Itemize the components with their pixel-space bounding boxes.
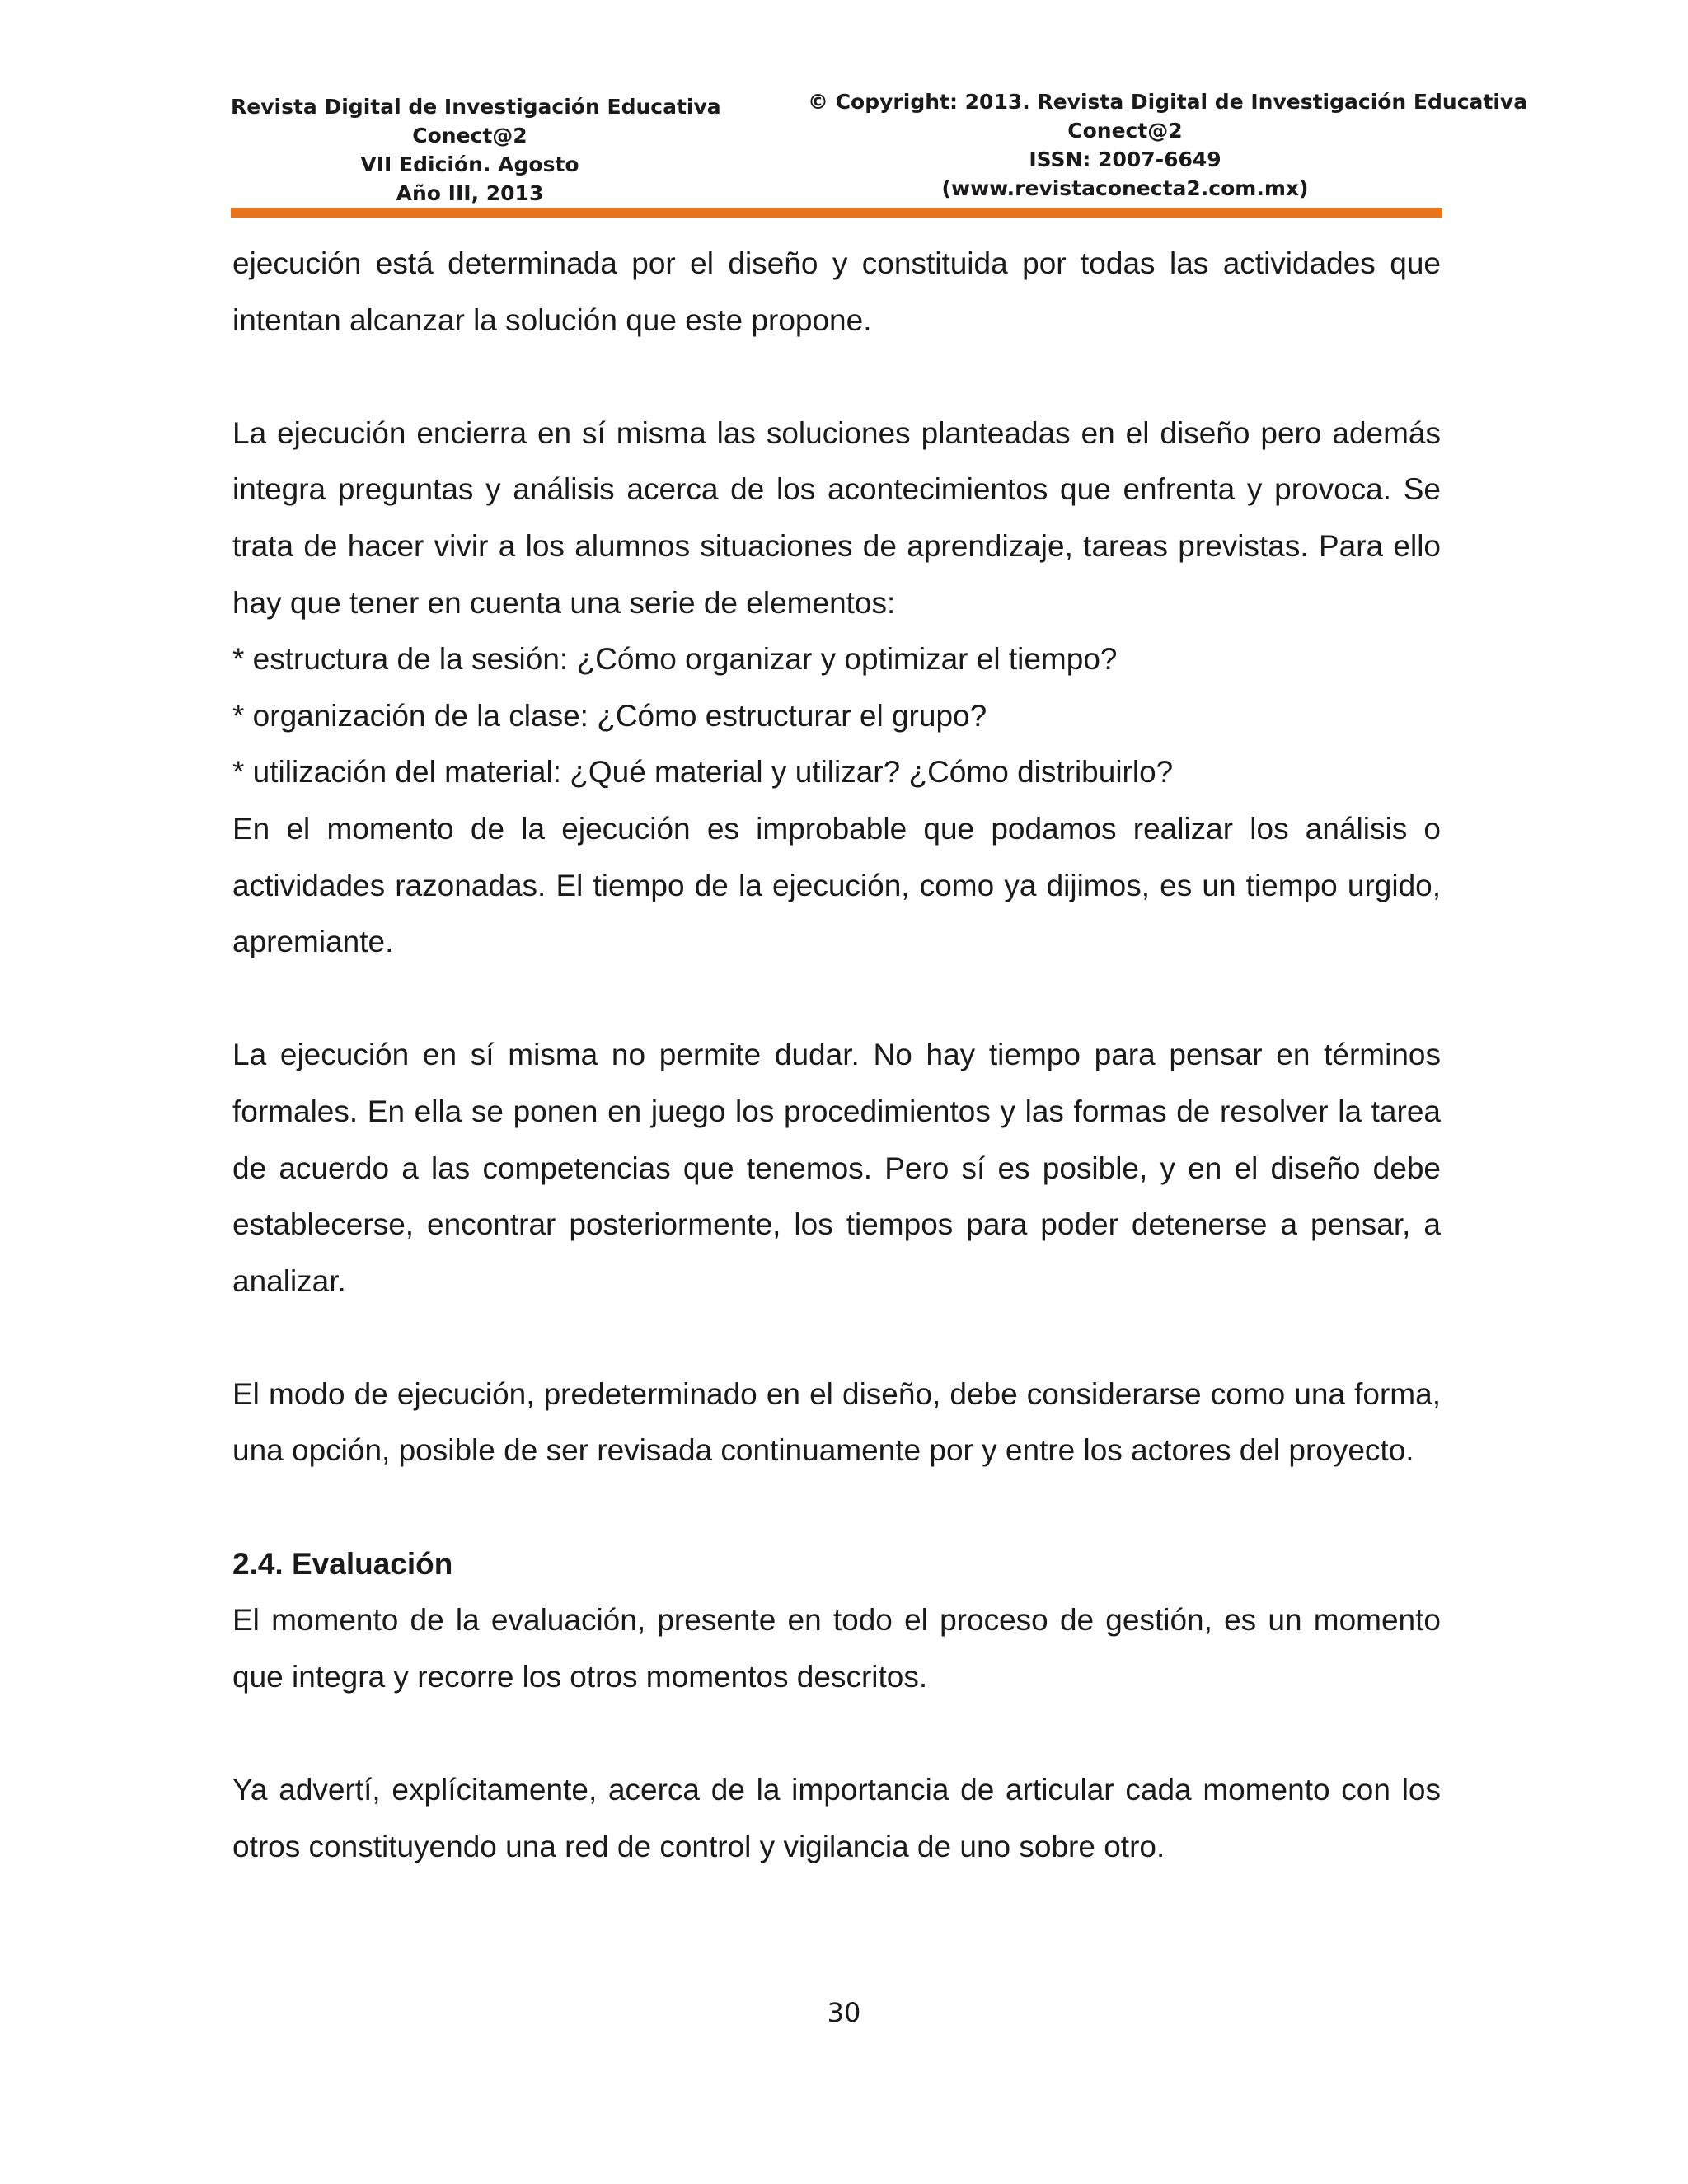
paragraph-2: La ejecución encierra en sí misma las soluciones planteadas en el diseño pero además integra preguntas y análisis acerca de los acontecimientos que enfrenta y provoca. Se trata de hacer vivir a los alumnos situaciones de aprendizaje, tareas previstas. Para ello hay que tener en cuenta una serie de elementos: — [232, 415, 1441, 620]
issn: ISSN: 2007-6649 — [1029, 148, 1221, 171]
website: (www.revistaconecta2.com.mx) — [941, 176, 1309, 200]
journal-info — [231, 92, 721, 208]
paragraph-1: ejecución está determinada por el diseño y constituida por todas las actividades que intentan alcanzar la solución que este propone. — [232, 246, 1441, 337]
list-item: * organización de la clase: ¿Cómo estructurar el grupo? — [232, 698, 987, 733]
copyright-line: © Copyright: 2013. Revista Digital de Investigación Educativa — [808, 90, 1528, 114]
list-item: * estructura de la sesión: ¿Cómo organizar y optimizar el tiempo? — [232, 642, 1118, 677]
paragraph-7: Ya advertí, explícitamente, acerca de la importancia de articular cada momento con los otros constituyendo una red de control y vigilancia de uno sobre otro. — [232, 1773, 1441, 1863]
paragraph-spacer — [232, 1310, 1441, 1366]
paragraph-4: La ejecución en sí misma no permite dudar. No hay tiempo para pensar en términos formales. En ella se ponen en juego los procedimientos y las formas de resolver la tarea de acuerdo a las competencias que tenemos. Pero sí es posible, y en el diseño debe establecerse, encontrar posteriormente, los tiempos para poder detenerse a pensar, a analizar. — [232, 1038, 1441, 1298]
copyright-journal-name: Conect@2 — [1067, 119, 1183, 143]
edition: VII Edición. Agosto — [360, 152, 579, 176]
year: Año III, 2013 — [396, 181, 544, 205]
journal-title: Revista Digital de Investigación Educativa — [231, 95, 721, 119]
header-divider — [231, 208, 1442, 218]
journal-name: Conect@2 — [412, 124, 528, 148]
page-header — [231, 82, 1528, 214]
page-body — [232, 236, 1441, 1875]
paragraph-spacer — [232, 1479, 1441, 1536]
paragraph-3: En el momento de la ejecución es improbable que podamos realizar los análisis o actividades razonadas. El tiempo de la ejecución, como ya dijimos, es un tiempo urgido, apremiante. — [232, 811, 1441, 959]
page-number: 30 — [827, 1997, 861, 2028]
paragraph-spacer — [232, 349, 1441, 405]
list-item: * utilización del material: ¿Qué material y utilizar? ¿Cómo distribuirlo? — [232, 755, 1174, 790]
paragraph-5: El modo de ejecución, predeterminado en el diseño, debe considerarse como una forma, una opción, posible de ser revisada continuamente por y entre los actores del proyecto. — [232, 1376, 1441, 1468]
paragraph-spacer — [232, 971, 1441, 1028]
section-heading: 2.4. Evaluación — [232, 1546, 453, 1581]
copyright-info — [808, 87, 1528, 203]
paragraph-6: El momento de la evaluación, presente en todo el proceso de gestión, es un momento que integra y recorre los otros momentos descritos. — [232, 1603, 1441, 1694]
paragraph-spacer — [232, 1705, 1441, 1762]
